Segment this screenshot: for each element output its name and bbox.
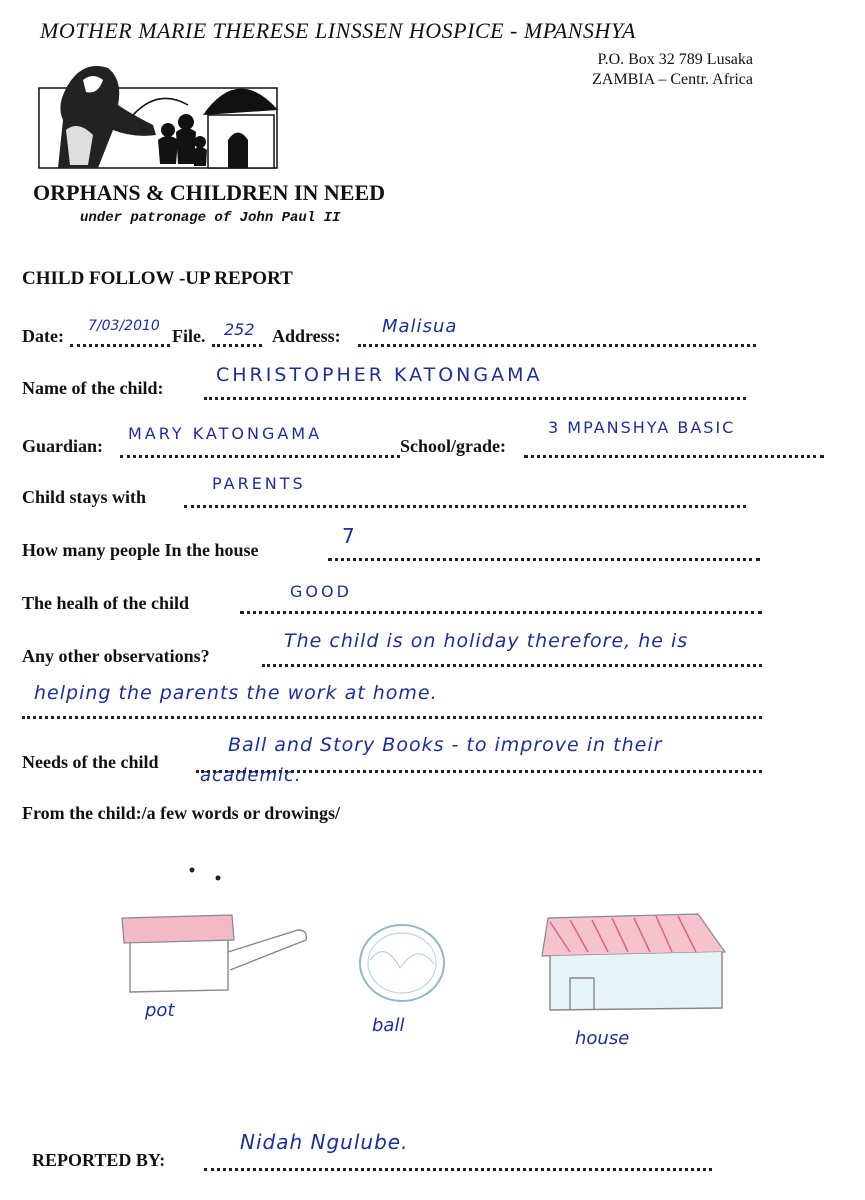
date-value: 7/03/2010	[88, 318, 160, 334]
file-dotted-line	[212, 344, 262, 347]
address-line-2: ZAMBIA – Centr. Africa	[592, 71, 753, 88]
stays-with-dotted-line	[184, 505, 746, 508]
pot-caption: pot	[145, 1000, 175, 1021]
observations-dotted-line-1	[262, 664, 762, 667]
ball-caption: ball	[372, 1015, 405, 1036]
observations-dotted-line-2	[22, 716, 762, 719]
school-label: School/grade:	[400, 436, 506, 456]
address-label: Address:	[272, 326, 341, 346]
date-dotted-line	[70, 344, 170, 347]
house-drawing	[542, 914, 725, 1010]
stays-with-label: Child stays with	[22, 487, 147, 507]
reported-by-label: REPORTED BY:	[32, 1150, 166, 1170]
report-title: CHILD FOLLOW -UP REPORT	[22, 268, 293, 289]
address-dotted-line	[358, 344, 756, 347]
address-line-1: P.O. Box 32 789 Lusaka	[597, 51, 753, 68]
needs-label: Needs of the child	[22, 752, 159, 772]
child-drawings	[100, 860, 780, 1100]
name-label: Name of the child:	[22, 378, 164, 398]
needs-value-line-2: academic.	[200, 765, 302, 786]
guardian-value: MARY KATONGAMA	[128, 424, 323, 443]
health-value: GOOD	[290, 582, 352, 601]
hospice-name: MOTHER MARIE THERESE LINSSEN HOSPICE - MPANSHYA	[40, 18, 636, 43]
address-value: Malisua	[382, 316, 458, 337]
stays-with-value: PARENTS	[212, 474, 306, 493]
people-count-dotted-line	[328, 558, 760, 561]
reported-by-dotted-line	[204, 1168, 712, 1171]
guardian-dotted-line	[120, 455, 400, 458]
observations-label: Any other observations?	[22, 646, 210, 666]
file-label: File.	[172, 326, 206, 346]
health-dotted-line	[240, 611, 762, 614]
people-count-value: 7	[342, 524, 356, 548]
people-count-label: How many people In the house	[22, 540, 259, 560]
from-child-label: From the child:/a few words or drowings/	[22, 803, 340, 823]
program-title: ORPHANS & CHILDREN IN NEED	[33, 180, 386, 205]
guardian-label: Guardian:	[22, 436, 104, 456]
reported-by-value: Nidah Ngulube.	[240, 1130, 409, 1154]
school-value: 3 MPANSHYA BASIC	[548, 418, 736, 437]
health-label: The healh of the child	[22, 593, 190, 613]
house-caption: house	[575, 1028, 630, 1049]
needs-value-line-1: Ball and Story Books - to improve in their	[228, 734, 663, 756]
name-value: CHRISTOPHER KATONGAMA	[216, 364, 543, 386]
hospice-logo	[38, 60, 278, 170]
name-dotted-line	[204, 397, 746, 400]
program-subtitle: under patronage of John Paul II	[80, 210, 341, 226]
file-value: 252	[224, 320, 255, 339]
observations-value-line-1: The child is on holiday therefore, he is	[284, 630, 689, 652]
ball-drawing	[360, 925, 444, 1001]
pot-drawing	[122, 915, 306, 992]
observations-value-line-2: helping the parents the work at home.	[34, 682, 438, 704]
date-label: Date:	[22, 326, 64, 346]
school-dotted-line	[524, 455, 824, 458]
